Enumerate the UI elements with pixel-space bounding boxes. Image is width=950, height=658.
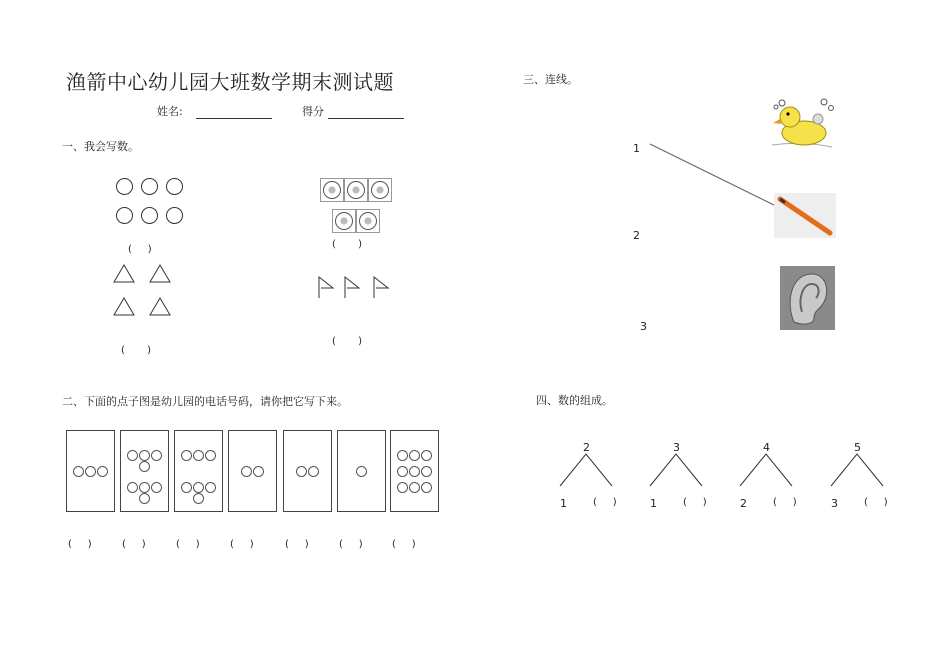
composition-branch [558, 452, 618, 488]
dot-icon [397, 450, 408, 461]
composition-total: 2 [583, 441, 590, 454]
composition-blank[interactable]: ( ) [864, 497, 888, 508]
dot-card [120, 430, 169, 512]
dot-icon [409, 482, 420, 493]
phone-digit-blank[interactable]: ( ) [230, 539, 254, 550]
composition-part: 1 [560, 497, 567, 510]
composition-branch [648, 452, 708, 488]
dot-icon [397, 482, 408, 493]
composition-total: 5 [854, 441, 861, 454]
answer-blank[interactable]: ( ) [121, 345, 152, 356]
section-3-heading: 三、连线。 [523, 73, 578, 86]
dot-icon [193, 493, 204, 504]
flag-group [316, 274, 396, 300]
dot-icon [127, 450, 138, 461]
flag-icon [345, 277, 359, 298]
dot-row [121, 482, 168, 504]
ball-icon [320, 178, 344, 202]
dot-icon [151, 482, 162, 493]
ball-icon [356, 209, 380, 233]
dot-icon [139, 482, 150, 493]
section-2-heading: 二、下面的点子图是幼儿园的电话号码，请你把它写下来。 [62, 395, 348, 408]
dot-icon [308, 466, 319, 477]
triangle-icon [150, 265, 170, 282]
dot-row [175, 450, 222, 461]
dot-icon [421, 450, 432, 461]
dot-row [175, 482, 222, 504]
composition-branch [738, 452, 798, 488]
dot-card [283, 430, 332, 512]
dot-icon [181, 482, 192, 493]
flag-icon [374, 277, 388, 298]
dot-card [337, 430, 386, 512]
name-field [157, 103, 272, 119]
apple-icon [141, 178, 158, 195]
phone-digit-blank[interactable]: ( ) [176, 539, 200, 550]
dot-row [121, 450, 168, 472]
composition-blank[interactable]: ( ) [593, 497, 617, 508]
match-label: 2 [633, 229, 640, 242]
duck-image[interactable] [768, 97, 836, 152]
section-1-heading: 一、我会写数。 [62, 140, 139, 153]
match-label: 1 [633, 142, 640, 155]
dot-icon [97, 466, 108, 477]
dot-icon [73, 466, 84, 477]
name-blank[interactable] [196, 106, 272, 119]
triangle-group [110, 262, 180, 320]
apple-icon [141, 207, 158, 224]
dot-row [284, 466, 331, 477]
phone-digit-blank[interactable]: ( ) [339, 539, 363, 550]
ball-icon [344, 178, 368, 202]
dot-icon [421, 482, 432, 493]
dot-row [391, 482, 438, 493]
dot-icon [205, 482, 216, 493]
ball-icon [368, 178, 392, 202]
dot-icon [253, 466, 264, 477]
dot-icon [409, 450, 420, 461]
score-label: 得分 [302, 105, 324, 118]
apple-icon [116, 207, 133, 224]
dot-icon [151, 450, 162, 461]
phone-digit-blank[interactable]: ( ) [285, 539, 309, 550]
dot-icon [139, 493, 150, 504]
ball-icon [332, 209, 356, 233]
composition-total: 3 [673, 441, 680, 454]
dot-icon [85, 466, 96, 477]
dot-icon [397, 466, 408, 477]
page-title: 渔箭中心幼儿园大班数学期末测试题 [66, 70, 394, 94]
pencil-image[interactable] [774, 193, 836, 238]
dot-icon [421, 466, 432, 477]
dot-card [390, 430, 439, 512]
answer-blank[interactable]: ( ) [332, 239, 363, 250]
composition-blank[interactable]: ( ) [773, 497, 797, 508]
dot-icon [205, 450, 216, 461]
triangle-icon [150, 298, 170, 315]
dot-icon [139, 450, 150, 461]
triangle-icon [114, 298, 134, 315]
dot-icon [139, 461, 150, 472]
score-field [302, 103, 404, 119]
phone-digit-blank[interactable]: ( ) [68, 539, 92, 550]
triangle-icon [114, 265, 134, 282]
answer-blank[interactable]: ( ) [332, 336, 363, 347]
flag-icon [319, 277, 333, 298]
dot-icon [409, 466, 420, 477]
composition-branch [829, 452, 889, 488]
phone-digit-blank[interactable]: ( ) [122, 539, 146, 550]
dot-row [229, 466, 276, 477]
dot-row [391, 466, 438, 477]
dot-row [391, 450, 438, 461]
apple-icon [116, 178, 133, 195]
composition-part: 2 [740, 497, 747, 510]
ear-image[interactable] [780, 266, 835, 330]
name-label: 姓名: [157, 105, 183, 118]
composition-part: 1 [650, 497, 657, 510]
score-blank[interactable] [328, 106, 404, 119]
composition-blank[interactable]: ( ) [683, 497, 707, 508]
dot-card [174, 430, 223, 512]
match-label: 3 [640, 320, 647, 333]
phone-digit-blank[interactable]: ( ) [392, 539, 416, 550]
dot-card [228, 430, 277, 512]
dot-icon [193, 450, 204, 461]
dot-card [66, 430, 115, 512]
apple-icon [166, 178, 183, 195]
dot-row [67, 466, 114, 477]
composition-total: 4 [763, 441, 770, 454]
dot-icon [181, 450, 192, 461]
dot-icon [356, 466, 367, 477]
section-4-heading: 四、数的组成。 [536, 394, 613, 407]
dot-icon [296, 466, 307, 477]
dot-icon [193, 482, 204, 493]
dot-icon [127, 482, 138, 493]
composition-part: 3 [831, 497, 838, 510]
dot-row [338, 466, 385, 477]
apple-icon [166, 207, 183, 224]
dot-icon [241, 466, 252, 477]
answer-blank[interactable]: ( ) [128, 244, 152, 255]
